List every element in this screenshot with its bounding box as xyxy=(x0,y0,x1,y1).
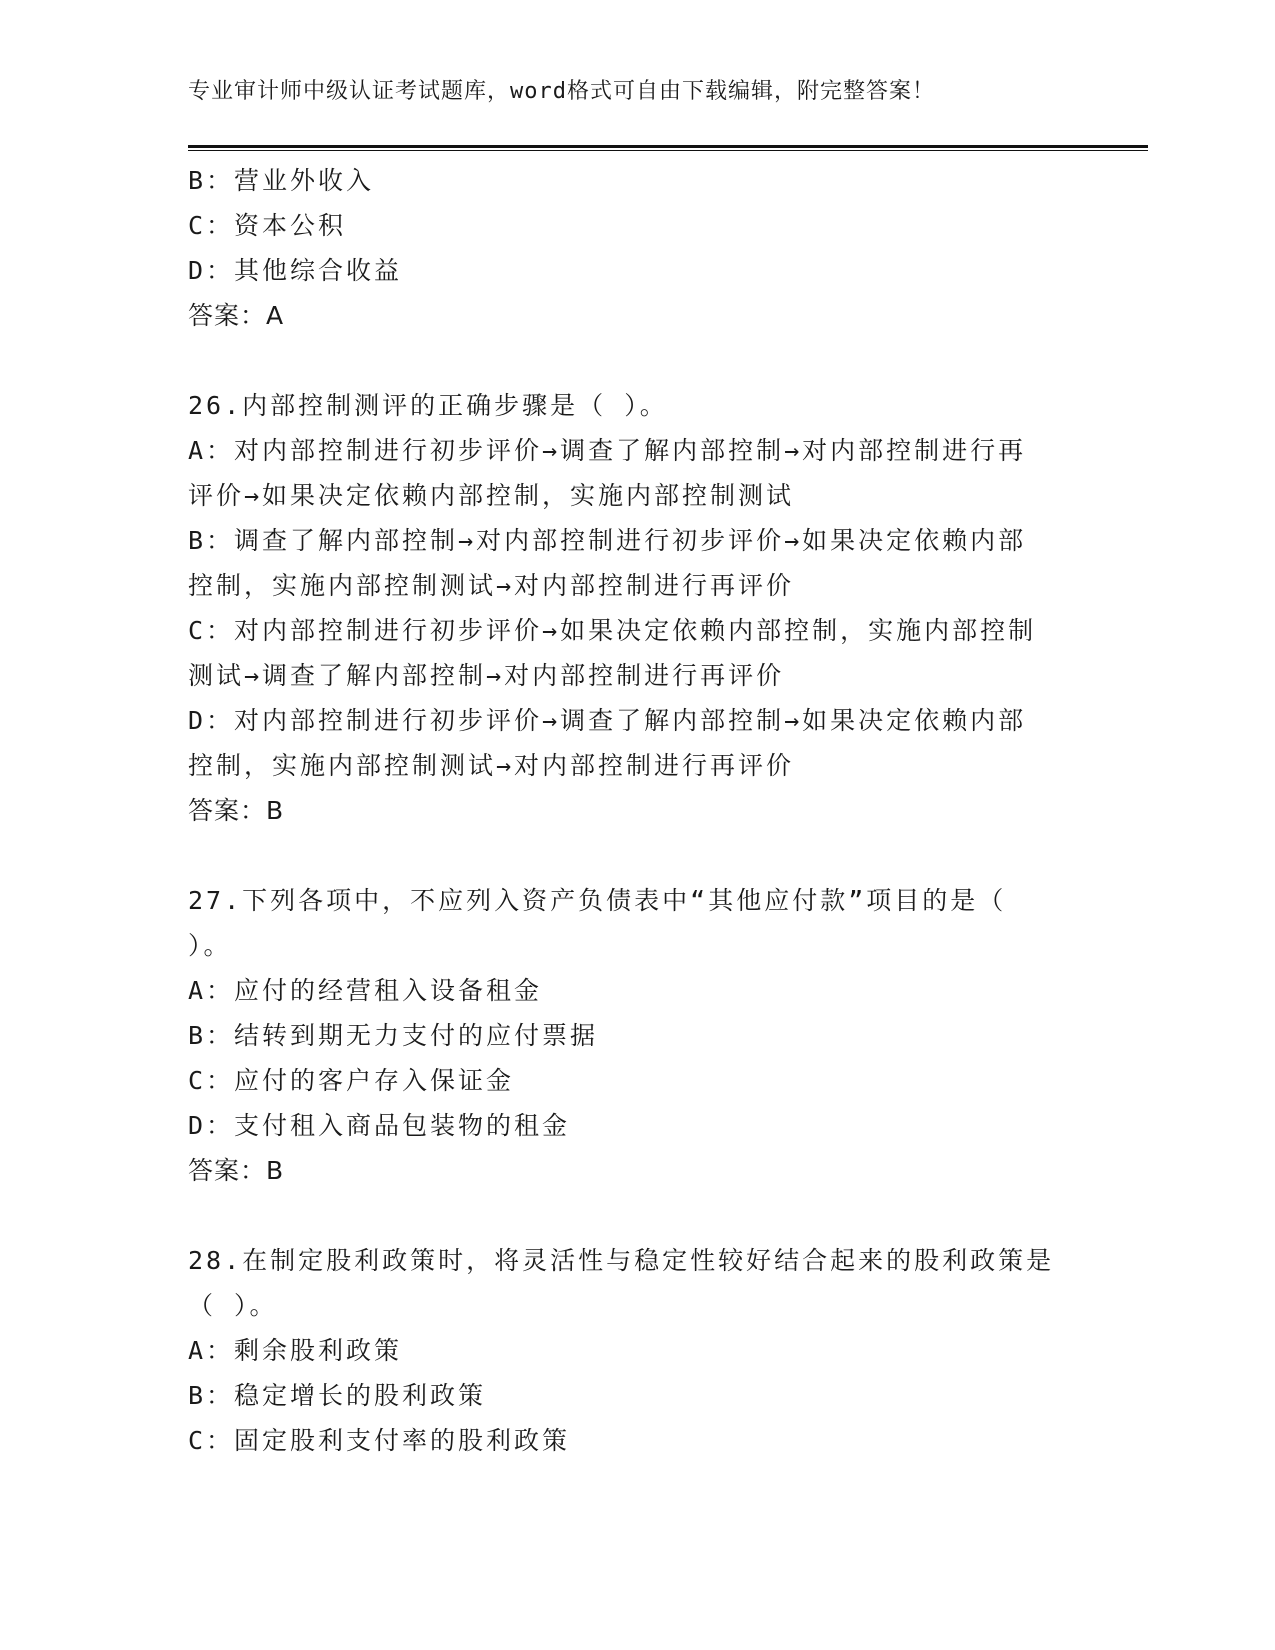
option-c: C：资本公积 xyxy=(188,211,347,240)
answer: 答案：A xyxy=(188,301,285,330)
option-c: C：固定股利支付率的股利政策 xyxy=(188,1426,571,1455)
answer: 答案：B xyxy=(188,1156,285,1185)
option-d: D：支付租入商品包装物的租金 xyxy=(188,1111,571,1140)
option-b: B：营业外收入 xyxy=(188,166,375,195)
option-a-line-2: 评价→如果决定依赖内部控制，实施内部控制测试 xyxy=(188,481,795,510)
option-a-line-1: A：对内部控制进行初步评价→调查了解内部控制→对内部控制进行再 xyxy=(188,436,1027,465)
question-stem-line-1: 27.下列各项中，不应列入资产负债表中“其他应付款”项目的是（ xyxy=(188,886,1007,915)
spacer xyxy=(188,833,1068,878)
question-27 xyxy=(188,878,1068,1193)
option-b: B：结转到期无力支付的应付票据 xyxy=(188,1021,599,1050)
answer: 答案：B xyxy=(188,796,285,825)
option-d: D：其他综合收益 xyxy=(188,256,403,285)
option-a: A：应付的经营租入设备租金 xyxy=(188,976,543,1005)
question-stem-line-2: ）。 xyxy=(188,931,232,960)
option-b: B：稳定增长的股利政策 xyxy=(188,1381,487,1410)
option-c: C：应付的客户存入保证金 xyxy=(188,1066,515,1095)
option-b-line-1: B：调查了解内部控制→对内部控制进行初步评价→如果决定依赖内部 xyxy=(188,526,1027,555)
option-c-line-2: 测试→调查了解内部控制→对内部控制进行再评价 xyxy=(188,661,785,690)
page-header: 专业审计师中级认证考试题库，word格式可自由下载编辑，附完整答案！ xyxy=(188,79,935,104)
question-26 xyxy=(188,383,1068,833)
question-stem: 26.内部控制测评的正确步骤是（ ）。 xyxy=(188,391,668,420)
header-divider xyxy=(188,145,1148,151)
question-28 xyxy=(188,1238,1068,1463)
question-stem-line-2: （ ）。 xyxy=(188,1291,278,1320)
spacer xyxy=(188,1193,1068,1238)
spacer xyxy=(188,338,1068,383)
option-c-line-1: C：对内部控制进行初步评价→如果决定依赖内部控制，实施内部控制 xyxy=(188,616,1037,645)
option-d-line-1: D：对内部控制进行初步评价→调查了解内部控制→如果决定依赖内部 xyxy=(188,706,1027,735)
option-d-line-2: 控制，实施内部控制测试→对内部控制进行再评价 xyxy=(188,751,795,780)
question-25-tail xyxy=(188,158,1068,338)
question-stem-line-1: 28.在制定股利政策时，将灵活性与稳定性较好结合起来的股利政策是 xyxy=(188,1246,1055,1275)
option-b-line-2: 控制，实施内部控制测试→对内部控制进行再评价 xyxy=(188,571,795,600)
document-body xyxy=(188,158,1068,1463)
option-a: A：剩余股利政策 xyxy=(188,1336,403,1365)
